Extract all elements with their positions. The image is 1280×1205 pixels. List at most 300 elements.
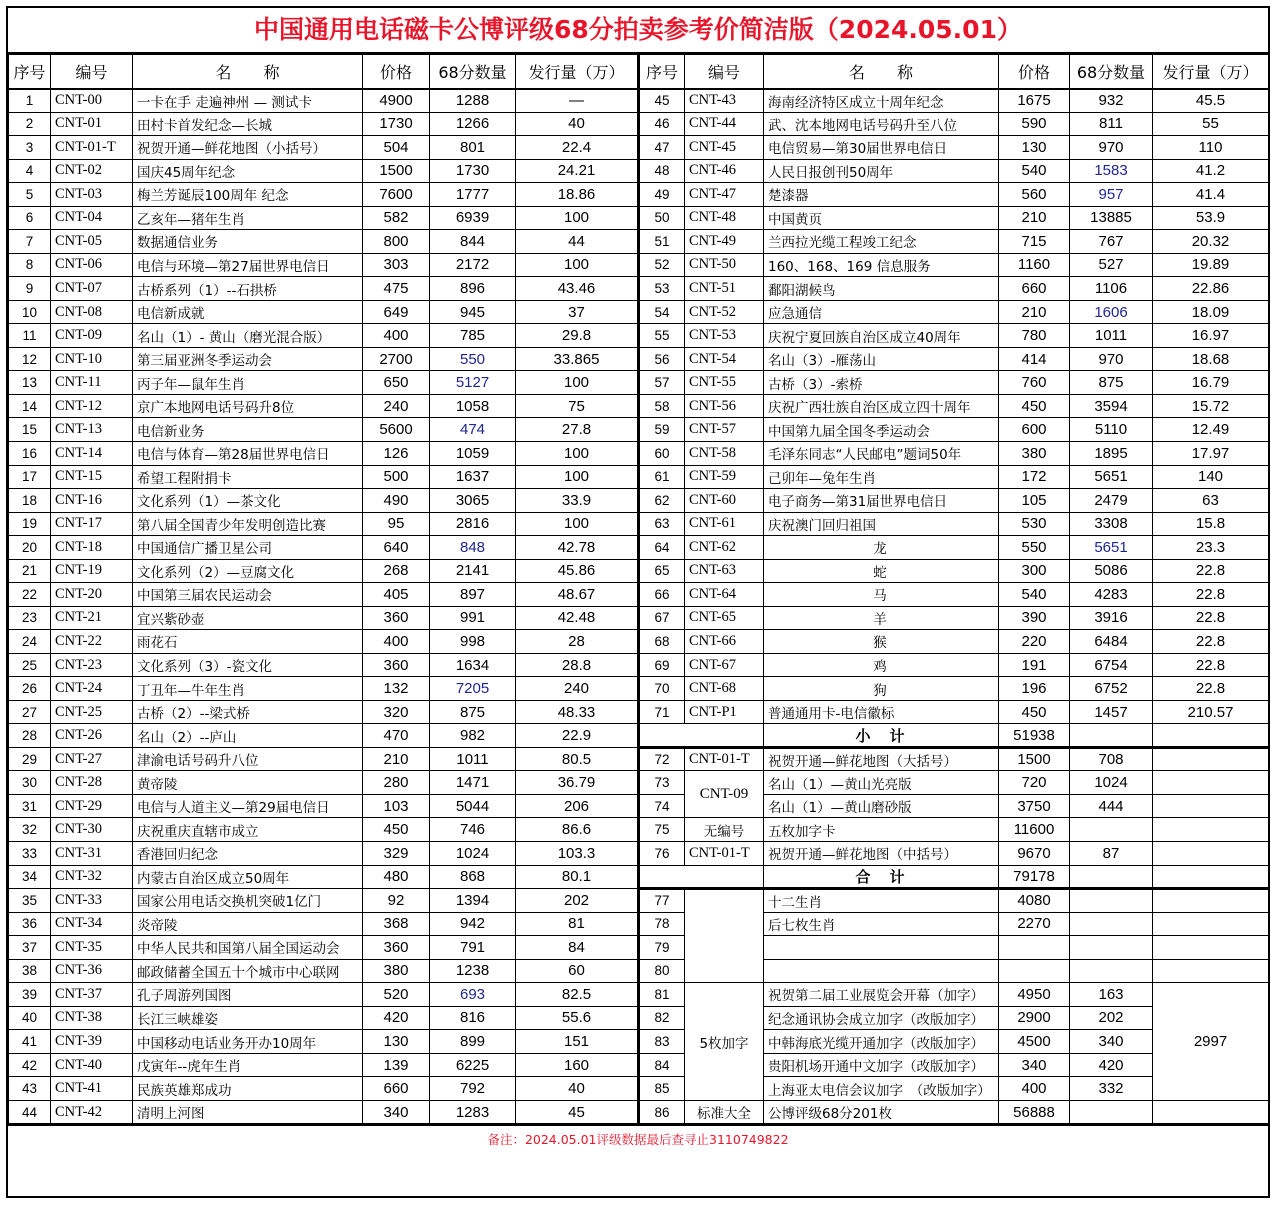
row-issue: 55.6 (516, 1006, 639, 1030)
row-count (1070, 1100, 1153, 1124)
header-code: 编号 (51, 55, 133, 89)
row-seq: 12 (9, 347, 51, 371)
row-price: 130 (363, 1030, 430, 1054)
row-price: 105 (999, 489, 1070, 513)
row-issue: 23.3 (1153, 536, 1269, 560)
row-seq: 71 (639, 700, 685, 724)
row-code: CNT-02 (51, 159, 133, 183)
table-row (9, 653, 1269, 677)
row-name: 一卡在手 走遍神州 — 测试卡 (133, 89, 363, 113)
row-issue: 103.3 (516, 842, 639, 866)
row-code: CNT-63 (685, 559, 764, 583)
row-issue: 15.72 (1153, 394, 1269, 418)
row-issue (1153, 936, 1269, 960)
row-count: 868 (430, 865, 516, 889)
row-price: 380 (363, 959, 430, 983)
row-name (764, 959, 999, 983)
row-name: 蛇 (764, 559, 999, 583)
row-code: CNT-49 (685, 230, 764, 254)
table-row (9, 512, 1269, 536)
row-price: 280 (363, 771, 430, 795)
row-price: 172 (999, 465, 1070, 489)
row-seq: 54 (639, 300, 685, 324)
row-code: CNT-09 (51, 324, 133, 348)
row-seq: 26 (9, 677, 51, 701)
row-count: 163 (1070, 983, 1153, 1007)
row-price: 1500 (363, 159, 430, 183)
row-count: 945 (430, 300, 516, 324)
row-issue: 100 (516, 371, 639, 395)
row-price: 500 (363, 465, 430, 489)
row-count: 2479 (1070, 489, 1153, 513)
row-code: CNT-64 (685, 583, 764, 607)
row-price: 210 (999, 206, 1070, 230)
row-price: 3750 (999, 794, 1070, 818)
row-price: 340 (363, 1100, 430, 1124)
table-row (9, 1006, 1269, 1030)
row-code: CNT-24 (51, 677, 133, 701)
row-seq: 75 (639, 818, 685, 842)
row-name: 电信新业务 (133, 418, 363, 442)
price-sheet (6, 6, 1270, 1198)
row-name: 电信与体育—第28届世界电信日 (133, 441, 363, 465)
row-name: 希望工程附捐卡 (133, 465, 363, 489)
row-name: 名山（1）—黄山光亮版 (764, 771, 999, 795)
row-price: 4950 (999, 983, 1070, 1007)
row-price: 300 (999, 559, 1070, 583)
row-count: 2141 (430, 559, 516, 583)
row-code: CNT-47 (685, 183, 764, 207)
row-issue: 28 (516, 630, 639, 654)
row-seq: 74 (639, 794, 685, 818)
row-name: 祝贺开通—鲜花地图（小括号） (133, 136, 363, 160)
subtotal-label: 小 计 (764, 724, 999, 748)
row-count: 1471 (430, 771, 516, 795)
row-price: 540 (999, 583, 1070, 607)
row-name: 文化系列（1）—茶文化 (133, 489, 363, 513)
header-count: 68分数量 (1070, 55, 1153, 89)
row-name: 应急通信 (764, 300, 999, 324)
row-seq: 69 (639, 653, 685, 677)
row-price: 660 (999, 277, 1070, 301)
row-name: 长江三峡雄姿 (133, 1006, 363, 1030)
row-price: 329 (363, 842, 430, 866)
row-issue: 36.79 (516, 771, 639, 795)
row-code: CNT-29 (51, 794, 133, 818)
row-issue: 22.8 (1153, 630, 1269, 654)
row-name: 名山（3）-雁荡山 (764, 347, 999, 371)
row-code: CNT-01-T (51, 136, 133, 160)
row-seq: 35 (9, 889, 51, 913)
row-seq: 76 (639, 842, 685, 866)
row-issue: 100 (516, 206, 639, 230)
table-row (9, 441, 1269, 465)
row-name: 名山（2）--庐山 (133, 724, 363, 748)
row-issue: 80.5 (516, 747, 639, 771)
row-seq: 46 (639, 112, 685, 136)
row-count: 957 (1070, 183, 1153, 207)
row-seq: 15 (9, 418, 51, 442)
row-count: 444 (1070, 794, 1153, 818)
row-count: 848 (430, 536, 516, 560)
row-count: 1777 (430, 183, 516, 207)
row-seq: 63 (639, 512, 685, 536)
row-name: 乙亥年—猪年生肖 (133, 206, 363, 230)
row-issue: 206 (516, 794, 639, 818)
row-count: 1583 (1070, 159, 1153, 183)
row-price: 5600 (363, 418, 430, 442)
table-row (9, 253, 1269, 277)
row-name: 武、沈本地网电话号码升至八位 (764, 112, 999, 136)
row-name: 羊 (764, 606, 999, 630)
row-code: CNT-18 (51, 536, 133, 560)
row-price: 4900 (363, 89, 430, 113)
row-seq: 79 (639, 936, 685, 960)
table-row (9, 559, 1269, 583)
row-count: 899 (430, 1030, 516, 1054)
row-code: CNT-58 (685, 441, 764, 465)
row-issue: 100 (516, 441, 639, 465)
row-issue: 151 (516, 1030, 639, 1054)
row-count: 1059 (430, 441, 516, 465)
table-row (9, 912, 1269, 936)
row-count: 1637 (430, 465, 516, 489)
row-name: 电子商务—第31届世界电信日 (764, 489, 999, 513)
row-price: 130 (999, 136, 1070, 160)
row-count: 875 (430, 700, 516, 724)
row-price: 368 (363, 912, 430, 936)
row-code: CNT-40 (51, 1053, 133, 1077)
row-issue: 18.09 (1153, 300, 1269, 324)
row-issue: 29.8 (516, 324, 639, 348)
row-seq: 49 (639, 183, 685, 207)
row-name: 炎帝陵 (133, 912, 363, 936)
row-seq: 48 (639, 159, 685, 183)
row-count (1070, 818, 1153, 842)
row-count: 332 (1070, 1077, 1153, 1101)
table-row (9, 865, 1269, 889)
row-count: 932 (1070, 89, 1153, 113)
row-seq: 23 (9, 606, 51, 630)
row-name: 鸡 (764, 653, 999, 677)
row-issue: 15.8 (1153, 512, 1269, 536)
row-code: CNT-52 (685, 300, 764, 324)
row-issue: 22.8 (1153, 606, 1269, 630)
row-name: 古桥系列（1）--石拱桥 (133, 277, 363, 301)
row-count: 3594 (1070, 394, 1153, 418)
table-row (9, 89, 1269, 113)
row-name: 名山（1）—黄山磨砂版 (764, 794, 999, 818)
row-seq: 44 (9, 1100, 51, 1124)
row-issue (1153, 794, 1269, 818)
row-name: 上海亚太电信会议加字 （改版加字） (764, 1077, 999, 1101)
row-price: 590 (999, 112, 1070, 136)
row-issue: 53.9 (1153, 206, 1269, 230)
table-row (9, 347, 1269, 371)
row-issue: 110 (1153, 136, 1269, 160)
row-count: 6225 (430, 1053, 516, 1077)
row-price: 4500 (999, 1030, 1070, 1054)
row-price: 490 (363, 489, 430, 513)
row-price: 220 (999, 630, 1070, 654)
row-seq: 50 (639, 206, 685, 230)
row-seq: 82 (639, 1006, 685, 1030)
row-name: 丙子年—鼠年生肖 (133, 371, 363, 395)
header-issue: 发行量（万） (516, 55, 639, 89)
row-count: 897 (430, 583, 516, 607)
row-price: 210 (999, 300, 1070, 324)
row-name: 马 (764, 583, 999, 607)
row-issue: 45 (516, 1100, 639, 1124)
row-code: CNT-14 (51, 441, 133, 465)
row-issue: 202 (516, 889, 639, 913)
row-count: 5651 (1070, 536, 1153, 560)
row-count: 340 (1070, 1030, 1153, 1054)
row-issue: — (516, 89, 639, 113)
row-seq: 10 (9, 300, 51, 324)
table-row (9, 277, 1269, 301)
row-name: 名山（1）- 黄山（磨光混合版） (133, 324, 363, 348)
total-label: 合 计 (764, 865, 999, 889)
row-code: 5枚加字 (685, 983, 764, 1101)
row-name: 祝贺第二届工业展览会开幕（加字） (764, 983, 999, 1007)
row-price: 1160 (999, 253, 1070, 277)
table-row (9, 1053, 1269, 1077)
row-code: CNT-13 (51, 418, 133, 442)
row-price: 450 (999, 394, 1070, 418)
row-seq: 84 (639, 1053, 685, 1077)
row-count: 1058 (430, 394, 516, 418)
row-price: 191 (999, 653, 1070, 677)
row-price: 504 (363, 136, 430, 160)
price-table (8, 54, 1269, 1124)
row-count: 1730 (430, 159, 516, 183)
row-name: 后七枚生肖 (764, 912, 999, 936)
row-seq: 81 (639, 983, 685, 1007)
header-row (9, 55, 1269, 89)
row-name: 海南经济特区成立十周年纪念 (764, 89, 999, 113)
row-seq: 58 (639, 394, 685, 418)
row-name: 兰西拉光缆工程竣工纪念 (764, 230, 999, 254)
header-name: 名 称 (764, 55, 999, 89)
row-name: 普通通用卡-电信徽标 (764, 700, 999, 724)
row-seq: 9 (9, 277, 51, 301)
row-price: 92 (363, 889, 430, 913)
row-code: CNT-07 (51, 277, 133, 301)
row-code: 标准大全 (685, 1100, 764, 1124)
row-seq: 52 (639, 253, 685, 277)
row-count: 1283 (430, 1100, 516, 1124)
row-seq: 72 (639, 747, 685, 771)
row-price: 800 (363, 230, 430, 254)
row-seq: 19 (9, 512, 51, 536)
row-name: 古桥（3）-索桥 (764, 371, 999, 395)
row-name: 十二生肖 (764, 889, 999, 913)
row-code (685, 889, 764, 983)
row-issue: 33.865 (516, 347, 639, 371)
row-code: 无编号 (685, 818, 764, 842)
row-count: 6754 (1070, 653, 1153, 677)
row-name: 中韩海底光缆开通加字（改版加字） (764, 1030, 999, 1054)
row-code: CNT-45 (685, 136, 764, 160)
row-name: 公博评级68分201枚 (764, 1100, 999, 1124)
header-name: 名 称 (133, 55, 363, 89)
row-name (764, 936, 999, 960)
row-price: 1730 (363, 112, 430, 136)
row-price: 360 (363, 606, 430, 630)
row-price: 650 (363, 371, 430, 395)
row-code: CNT-25 (51, 700, 133, 724)
table-row (9, 300, 1269, 324)
row-seq: 27 (9, 700, 51, 724)
row-issue: 22.8 (1153, 677, 1269, 701)
row-price: 400 (999, 1077, 1070, 1101)
row-count: 1106 (1070, 277, 1153, 301)
row-name: 津渝电话号码升八位 (133, 747, 363, 771)
row-price: 560 (999, 183, 1070, 207)
row-count: 474 (430, 418, 516, 442)
row-issue: 75 (516, 394, 639, 418)
row-code: CNT-01 (51, 112, 133, 136)
row-seq: 18 (9, 489, 51, 513)
row-count (1070, 889, 1153, 913)
row-issue: 160 (516, 1053, 639, 1077)
row-name: 狗 (764, 677, 999, 701)
row-seq: 65 (639, 559, 685, 583)
row-seq: 70 (639, 677, 685, 701)
row-price: 450 (999, 700, 1070, 724)
row-code: CNT-65 (685, 606, 764, 630)
table-row (9, 818, 1269, 842)
row-price: 2900 (999, 1006, 1070, 1030)
row-price (999, 959, 1070, 983)
table-row (9, 1077, 1269, 1101)
row-name: 中国黄页 (764, 206, 999, 230)
row-price: 520 (363, 983, 430, 1007)
row-price: 210 (363, 747, 430, 771)
row-name: 雨花石 (133, 630, 363, 654)
row-count (1070, 936, 1153, 960)
table-row (9, 606, 1269, 630)
row-issue: 22.4 (516, 136, 639, 160)
row-seq: 56 (639, 347, 685, 371)
row-issue (1153, 771, 1269, 795)
row-price: 56888 (999, 1100, 1070, 1124)
row-seq: 3 (9, 136, 51, 160)
row-seq: 16 (9, 441, 51, 465)
row-count: 791 (430, 936, 516, 960)
row-issue (1153, 889, 1269, 913)
row-code: CNT-43 (685, 89, 764, 113)
row-code: CNT-55 (685, 371, 764, 395)
row-code: CNT-57 (685, 418, 764, 442)
row-price: 139 (363, 1053, 430, 1077)
row-count: 998 (430, 630, 516, 654)
row-price: 414 (999, 347, 1070, 371)
row-seq: 22 (9, 583, 51, 607)
row-count: 792 (430, 1077, 516, 1101)
row-seq: 1 (9, 89, 51, 113)
table-row (9, 983, 1269, 1007)
row-name: 中国第九届全国冬季运动会 (764, 418, 999, 442)
table-row (9, 418, 1269, 442)
row-issue: 37 (516, 300, 639, 324)
row-issue: 44 (516, 230, 639, 254)
row-count: 1457 (1070, 700, 1153, 724)
row-name: 五枚加字卡 (764, 818, 999, 842)
row-name: 人民日报创刊50周年 (764, 159, 999, 183)
sheet-title: 中国通用电话磁卡公博评级68分拍卖参考价简洁版（2024.05.01） (8, 8, 1268, 54)
row-name: 国庆45周年纪念 (133, 159, 363, 183)
row-name: 第三届亚洲冬季运动会 (133, 347, 363, 371)
row-code: CNT-35 (51, 936, 133, 960)
row-seq: 11 (9, 324, 51, 348)
row-count: 5110 (1070, 418, 1153, 442)
row-count (1070, 959, 1153, 983)
row-count: 527 (1070, 253, 1153, 277)
row-count: 1266 (430, 112, 516, 136)
row-name: 龙 (764, 536, 999, 560)
row-price: 9670 (999, 842, 1070, 866)
row-code: CNT-38 (51, 1006, 133, 1030)
row-count: 896 (430, 277, 516, 301)
table-row (9, 771, 1269, 795)
row-seq: 14 (9, 394, 51, 418)
table-row (9, 394, 1269, 418)
header-count: 68分数量 (430, 55, 516, 89)
row-code: CNT-04 (51, 206, 133, 230)
row-seq: 33 (9, 842, 51, 866)
total-count (1070, 865, 1153, 889)
row-issue: 18.86 (516, 183, 639, 207)
row-count: 1634 (430, 653, 516, 677)
row-issue: 45.86 (516, 559, 639, 583)
row-issue: 22.9 (516, 724, 639, 748)
row-price: 240 (363, 394, 430, 418)
row-issue: 33.9 (516, 489, 639, 513)
row-price: 550 (999, 536, 1070, 560)
row-count: 1024 (1070, 771, 1153, 795)
row-count: 693 (430, 983, 516, 1007)
row-name: 电信与人道主义—第29届电信日 (133, 794, 363, 818)
row-count: 844 (430, 230, 516, 254)
row-count: 3065 (430, 489, 516, 513)
row-name: 田村卡首发纪念—长城 (133, 112, 363, 136)
row-code: CNT-26 (51, 724, 133, 748)
row-count: 5044 (430, 794, 516, 818)
row-seq: 55 (639, 324, 685, 348)
row-issue: 42.78 (516, 536, 639, 560)
row-seq: 57 (639, 371, 685, 395)
row-issue: 41.4 (1153, 183, 1269, 207)
table-row (9, 842, 1269, 866)
row-seq: 64 (639, 536, 685, 560)
row-seq: 83 (639, 1030, 685, 1054)
row-price: 303 (363, 253, 430, 277)
row-seq: 6 (9, 206, 51, 230)
row-count: 13885 (1070, 206, 1153, 230)
row-code: CNT-46 (685, 159, 764, 183)
row-count: 550 (430, 347, 516, 371)
row-count: 87 (1070, 842, 1153, 866)
row-seq: 25 (9, 653, 51, 677)
table-row (9, 324, 1269, 348)
row-name: 梅兰芳诞辰100周年 纪念 (133, 183, 363, 207)
row-name: 民族英雄郑成功 (133, 1077, 363, 1101)
row-price: 196 (999, 677, 1070, 701)
row-price: 340 (999, 1053, 1070, 1077)
row-seq: 78 (639, 912, 685, 936)
